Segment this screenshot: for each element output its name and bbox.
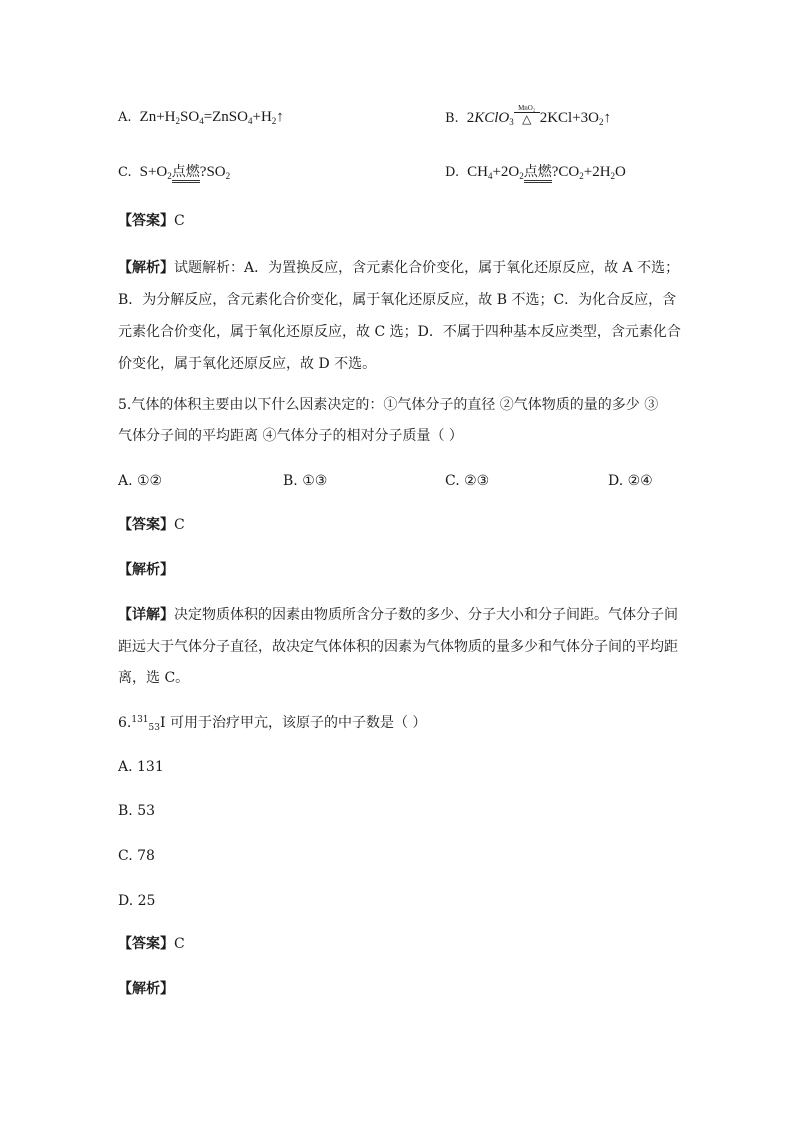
question-5-stem: 5.气体的体积主要由以下什么因素决定的：①气体分子的直径 ②气体物质的量的多少 ③ [118, 397, 659, 413]
option-b [445, 104, 611, 130]
answer-value: C [174, 517, 185, 533]
question-5-stem: 气体分子间的平均距离 ④气体分子的相对分子质量（ ） [118, 428, 463, 444]
answer-line [118, 935, 185, 953]
answer-line [118, 212, 185, 230]
detail-line: 【详解】决定物质体积的因素由物质所含分子数的多少、分子大小和分子间距。气体分子间 [118, 607, 678, 623]
q6-option-c: C. 78 [118, 848, 155, 864]
reaction-condition: 点燃 [172, 165, 200, 183]
detail-line: 离，选 C。 [118, 670, 190, 686]
option-label: D. [445, 165, 460, 180]
analysis-tag: 【解析】 [118, 260, 174, 276]
detail-tag: 【详解】 [118, 607, 174, 623]
answer-line [118, 516, 185, 534]
answer-tag: 【答案】 [118, 213, 174, 229]
option-label: B. [445, 111, 459, 127]
equation-c: $S+O_2$点燃$?SO_2$ [139, 164, 231, 181]
reaction-condition: MnO₂ △ [514, 104, 540, 126]
q6-option-b: B. 53 [118, 803, 156, 819]
q5-option-b: B. ①③ [283, 473, 328, 489]
q6-option-a: A. 131 [118, 759, 164, 775]
equation-a: $Zn+H_2SO_4=ZnSO_4+H_2↑$ [139, 109, 284, 126]
question-6-stem: 6.$^{131}_{53}$I 可用于治疗甲亢，该原子的中子数是（ ） [118, 715, 427, 733]
answer-tag: 【答案】 [118, 936, 174, 952]
equation-b: 2KClO$_3$ MnO₂ △ $2KCl+3O_2↑$ [466, 104, 611, 128]
equation-d: $CH_4+2O_2$点燃$?CO_2+2H_2O$ [467, 164, 626, 181]
analysis-line: B．为分解反应，含元素化合价变化，属于氧化还原反应，故 B 不选；C．为化合反应，含 [118, 292, 677, 308]
q5-option-c: C. ②③ [445, 473, 490, 489]
analysis-line: 价变化，属于氧化还原反应，故 D 不选。 [118, 356, 377, 372]
answer-tag: 【答案】 [118, 517, 174, 533]
analysis-tag: 【解析】 [118, 562, 174, 578]
option-label: C. [118, 165, 132, 180]
answer-value: C [174, 936, 185, 952]
reaction-condition: 点燃 [524, 165, 552, 183]
q5-option-a: A. ①② [118, 473, 163, 489]
option-c [118, 163, 230, 183]
answer-value: C [174, 213, 185, 229]
analysis-line: 元素化合价变化，属于氧化还原反应，故 C 选；D．不属于四种基本反应类型，含元素化合 [118, 324, 681, 340]
option-d [445, 163, 626, 183]
option-label: A. [118, 110, 132, 125]
option-a [118, 108, 284, 127]
detail-line: 距远大于气体分子直径，故决定气体体积的因素为气体物质的量多少和气体分子间的平均距 [118, 639, 678, 655]
q5-option-d: D. ②④ [608, 473, 653, 489]
q6-option-d: D. 25 [118, 893, 156, 909]
analysis-line: 【解析】试题解析：A．为置换反应，含元素化合价变化，属于氧化还原反应，故 A 不选； [118, 260, 680, 276]
analysis-tag: 【解析】 [118, 981, 174, 997]
